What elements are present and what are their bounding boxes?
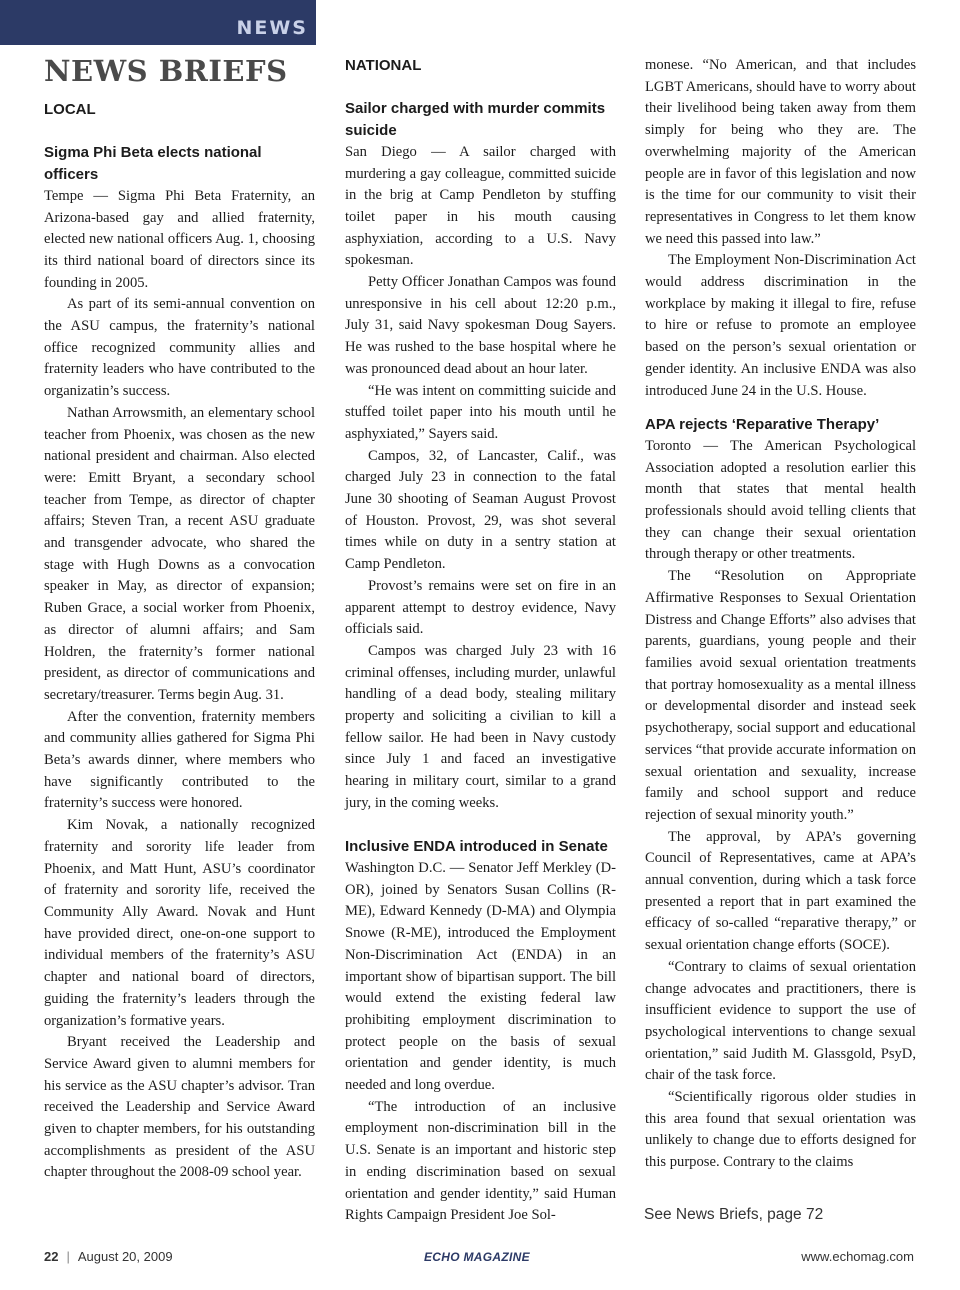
article-headline: Sailor charged with murder commits suicide <box>345 100 606 140</box>
page-number: 22 <box>44 1249 59 1264</box>
article-paragraph: Washington D.C. — Senator Jeff Merkley (D-OR), joined by Senators Susan Collins (R-ME), Edward Kennedy (D-MA) and Olympia Snowe (R-ME), introduced the Employment Non-Discrimination Act (ENDA) in an important show of bipartisan support. The bill would extend the existing federal law prohibiting employment discrimination to protect people on the basis of sexual orientation and gender identity, is much needed and long overdue. <box>345 859 616 1094</box>
section-heading-local: LOCAL <box>44 101 96 118</box>
article-headline: APA rejects ‘Reparative Therapy’ <box>645 416 880 434</box>
footer-left <box>44 1249 173 1264</box>
issue-date: August 20, 2009 <box>77 1249 173 1264</box>
article-paragraph: Kim Novak, a nationally recognized fraternity and sorority life leader from Phoenix, and Matt Hunt, ASU’s coordinator of fraternity and sorority life, received the Community Ally Award. Novak and Hunt have provided direct, one-on-one support to individual members of the fraternity’s ASU chapter and national board of directors, guiding the fraternity’s leaders through the organization’s formative years. <box>44 817 315 1029</box>
article-paragraph: Tempe — Sigma Phi Beta Fraternity, an Arizona-based gay and allied fraternity, elected new national officers Aug. 1, choosing its third national board of directors since its founding in 2005. <box>44 187 315 291</box>
article-paragraph: Provost’s remains were set on fire in an apparent attempt to destroy evidence, Navy officials said. <box>345 577 616 638</box>
article-paragraph: monese. “No American, and that includes LGBT Americans, should have to worry about their livelihood being taken away from them simply for being who they are. The overwhelming majority of the American people are in favor of this legislation and now is the time for our community to visit their representatives in Congress to let them know we need this passed into law.” <box>645 57 916 247</box>
column-3 <box>645 55 916 1174</box>
article-paragraph: Bryant received the Leadership and Service Award given to alumni members for his service as the ASU chapter’s advisor. Tran received the Leadership and Service Award given to chapter members, for his outstanding accomplishments as president of the ASU chapter throughout the 2008-09 school year. <box>44 1034 315 1181</box>
article-paragraph: The approval, by APA’s governing Council of Representatives, came at APA’s annual convention, during which a task force presented a report that in part examined the efficacy of so-called “reparative therapy,” or sexual orientation change efforts (SOCE). <box>645 828 916 954</box>
article-paragraph: As part of its semi-annual convention on the ASU campus, the fraternity’s national office recognized community allies and fraternity leaders who have contributed to the organizatin’s success. <box>44 296 315 400</box>
article-paragraph: Campos was charged July 23 with 16 criminal offenses, including murder, unlawful handling of a dead body, stealing military property and soliciting a civilian to kill a fellow sailor. He had been in Navy custody since July 1 and faced an investigative hearing in military court, similar to a grand jury, in the coming weeks. <box>345 642 616 811</box>
article-paragraph: San Diego — A sailor charged with murdering a gay colleague, committed suicide in the brig at Camp Pendleton by stuffing toilet paper in his mouth causing asphyxiation, according to a U.S. Navy spokesman. <box>345 143 616 269</box>
website-url: www.echomag.com <box>801 1249 914 1264</box>
continued-reference: See News Briefs, page 72 <box>644 1206 824 1223</box>
article-paragraph: The Employment Non-Discrimination Act would address discrimination in the workplace by making it illegal to fire, refuse to hire or refuse to promote an employee based on the person’s sexual orientation or gender identity. An inclusive ENDA was also introduced June 24 in the U.S. House. <box>645 252 916 399</box>
article-paragraph: “Scientifically rigorous older studies in this area found that sexual orientation was unlikely to change due to efforts designed for this purpose. Contrary to the claims <box>645 1089 916 1171</box>
article-paragraph: “The introduction of an inclusive employment non-discrimination bill in the U.S. Senate is an important and historic step in ending discrimination based on sexual orientation and gender identity,” said Human Rights Campaign President Joe Sol- <box>345 1098 616 1224</box>
article-paragraph: “He was intent on committing suicide and stuffed toilet paper into his mouth until he asphyxiated,” Sayers said. <box>345 382 616 442</box>
article-paragraph: Petty Officer Jonathan Campos was found unresponsive in his cell about 12:20 p.m., July 31, said Navy spokesman Doug Sayers. He was rushed to the base hospital where he was pronounced dead about an hour later. <box>345 274 616 377</box>
column-2 <box>345 55 616 1227</box>
article-headline: Inclusive ENDA introduced in Senate <box>345 838 608 856</box>
article-paragraph: “Contrary to claims of sexual orientation change advocates and practitioners, there is insufficient evidence to support the use of psychological interventions to change sexual orientation,” said Judith M. Glassgold, PsyD, chair of the task force. <box>645 958 916 1084</box>
section-tab <box>0 0 316 45</box>
article-paragraph: Nathan Arrowsmith, an elementary school teacher from Phoenix, was chosen as the new national president and chairman. Also elected were: Emitt Bryant, a secondary school teacher from Tempe, as director of chapter affairs; Steven Tran, a recent ASU graduate and transgender advocate, who shared the stage with Hugh Downs as a convocation speaker in May, as director of expansion; Ruben Grace, a social worker from Phoenix, as director of alumni affairs; and Sam Holdren, the fraternity’s former national president, as director of communications and secretary/treasurer. Terms begin Aug. 31. <box>44 404 315 703</box>
article-paragraph: Toronto — The American Psychological Association adopted a resolution earlier this month that states that mental health professionals should avoid telling clients that they can change their sexual orientation through therapy or other treatments. <box>645 437 916 563</box>
page-title: NEWS BRIEFS <box>44 54 288 88</box>
footer-separator: | <box>66 1249 70 1264</box>
section-heading-national: NATIONAL <box>345 57 422 74</box>
section-label: NEWS <box>236 17 308 39</box>
article-paragraph: After the convention, fraternity members and community allies gathered for Sigma Phi Beta’s awards dinner, where members who have significantly contributed to the fraternity’s success were honored. <box>44 708 315 812</box>
article-paragraph: Campos, 32, of Lancaster, Calif., was charged July 23 in connection to the fatal June 30 shooting of Seaman August Provost of Houston. Provost, 29, was shot several times while on duty in a sentry station at Camp Pendleton. <box>345 447 616 573</box>
column-1 <box>44 99 315 1184</box>
article-headline: Sigma Phi Beta elects national officers <box>44 144 262 184</box>
article-paragraph: The “Resolution on Appropriate Affirmative Responses to Sexual Orientation Distress and Change Efforts” also advises that parents, guardians, young people and their families avoid sexual orientation treatments that portray homosexuality as a mental illness or developmental disorder and instead seek psychotherapy, social support and educational services “that provide accurate information on sexual orientation and sexuality, increase family and school support and reduce rejection of sexual minority youth.” <box>645 568 916 823</box>
magazine-name: ECHO MAGAZINE <box>424 1250 530 1264</box>
